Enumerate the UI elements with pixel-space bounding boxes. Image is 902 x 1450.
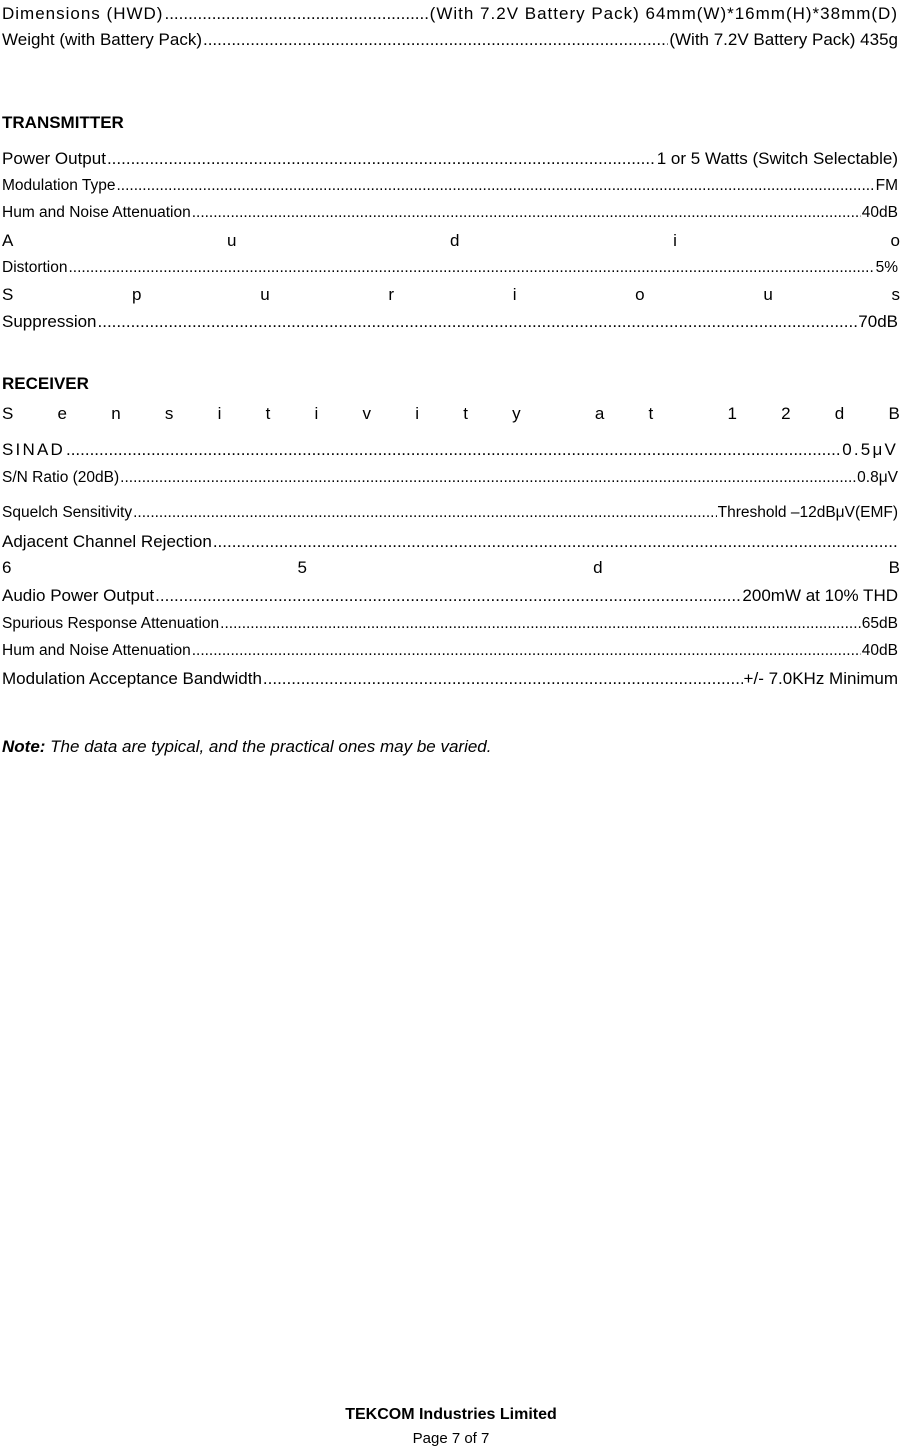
spread-letter: 2 <box>781 404 791 423</box>
spec-value: FM <box>875 177 898 194</box>
spec-value: (With 7.2V Battery Pack) 435g <box>669 30 898 49</box>
spec-value: 1 or 5 Watts (Switch Selectable) <box>656 149 898 168</box>
spread-letter: p <box>132 285 142 304</box>
spread-letter: y <box>512 404 521 423</box>
spec-row-hum-noise-rx <box>2 637 898 661</box>
note-label: Note: <box>2 737 46 756</box>
spec-row-power-output <box>2 145 898 169</box>
spread-letter: r <box>388 285 395 304</box>
spread-letter: s <box>891 285 900 304</box>
spec-row-hum-noise-tx <box>2 199 898 223</box>
spec-value: 5% <box>875 259 898 276</box>
leader-dots <box>133 503 717 523</box>
spec-label: SINAD <box>2 440 65 459</box>
leader-dots <box>213 532 897 552</box>
spec-row-weight <box>2 26 898 50</box>
transmitter-heading: TRANSMITTER <box>2 113 124 132</box>
spec-value: Threshold –12dBμV(EMF) <box>717 504 898 521</box>
leader-dots <box>203 30 668 50</box>
spread-letter: u <box>260 285 270 304</box>
spec-row-audio-power <box>2 582 898 606</box>
spread-line-adjacent-value <box>2 554 900 578</box>
leader-dots <box>220 614 861 634</box>
spread-letter: i <box>415 404 419 423</box>
spec-value: 0.5μV <box>842 440 898 459</box>
leader-dots <box>192 641 861 661</box>
note-text: The data are typical, and the practical ones may be varied. <box>45 737 492 756</box>
spec-row-dimensions <box>2 0 898 24</box>
spread-letter: e <box>57 404 68 423</box>
spread-letter: d <box>834 404 845 423</box>
leader-dots <box>164 4 428 24</box>
spec-label: Distortion <box>2 259 68 276</box>
leader-dots <box>66 440 841 460</box>
spec-label: Weight (with Battery Pack) <box>2 30 202 49</box>
spread-letter: 1 <box>727 404 737 423</box>
spread-letter: n <box>111 404 121 423</box>
spec-value: 0.8μV <box>857 469 898 486</box>
leader-dots <box>263 669 743 689</box>
spread-letter: t <box>463 404 468 423</box>
spread-letter: B <box>888 558 900 577</box>
leader-dots <box>98 312 858 332</box>
spread-letter: i <box>314 404 319 423</box>
spec-label: Dimensions (HWD) <box>2 4 164 23</box>
spec-row-sinad <box>2 436 898 460</box>
spec-label: Suppression <box>2 312 97 331</box>
spec-label: Modulation Type <box>2 177 116 194</box>
leader-dots <box>120 468 856 488</box>
spread-letter: d <box>450 231 460 250</box>
spread-letter: o <box>890 231 900 250</box>
spread-letter: s <box>164 404 174 423</box>
spec-row-distortion <box>2 254 898 278</box>
spread-letter: u <box>226 231 237 250</box>
spec-row-modulation-bandwidth <box>2 665 898 689</box>
spec-label: Power Output <box>2 149 106 168</box>
spec-label: S/N Ratio (20dB) <box>2 469 120 486</box>
spec-label: Modulation Acceptance Bandwidth <box>2 669 262 688</box>
spread-letter: t <box>648 404 654 423</box>
spec-row-spurious-response <box>2 610 898 634</box>
spread-letter: v <box>362 404 371 423</box>
spread-letter: i <box>512 285 517 304</box>
leader-dots <box>107 149 656 169</box>
footer-company: TEKCOM Industries Limited <box>345 1406 557 1423</box>
spec-value: +/- 7.0KHz Minimum <box>743 669 898 688</box>
spec-row-sn-ratio <box>2 464 898 488</box>
leader-dots <box>192 203 861 223</box>
spec-label: Hum and Noise Attenuation <box>2 642 191 659</box>
note-paragraph <box>2 737 491 757</box>
spec-label: Hum and Noise Attenuation <box>2 204 191 221</box>
spread-letter: S <box>2 404 14 423</box>
spread-letter: a <box>594 404 605 423</box>
spec-value: 70dB <box>858 312 898 331</box>
spec-value: 40dB <box>861 642 898 659</box>
spread-letter: 5 <box>297 558 308 577</box>
spread-letter: B <box>888 404 900 423</box>
spec-label: Adjacent Channel Rejection <box>2 532 212 551</box>
spec-row-modulation-type <box>2 172 898 196</box>
spread-letter: t <box>265 404 271 423</box>
spec-row-suppression <box>2 308 898 332</box>
leader-dots <box>155 586 741 606</box>
spec-label: Squelch Sensitivity <box>2 504 133 521</box>
spec-row-adjacent-channel <box>2 528 898 552</box>
receiver-heading: RECEIVER <box>2 374 89 393</box>
spec-value: 40dB <box>861 204 898 221</box>
spread-letter: o <box>635 285 645 304</box>
spread-letter: A <box>2 231 14 250</box>
spread-letter: S <box>2 285 14 304</box>
spec-row-squelch <box>2 499 898 523</box>
footer-page-number: Page 7 of 7 <box>412 1430 490 1447</box>
spec-value: (With 7.2V Battery Pack) 64mm(W)*16mm(H)*38mm(D) <box>429 4 898 23</box>
spread-line-audio <box>2 227 900 251</box>
spread-letter: u <box>763 285 773 304</box>
spread-letter: d <box>593 558 603 577</box>
leader-dots <box>116 176 874 196</box>
spread-letter: i <box>673 231 677 250</box>
spread-line-spurious <box>2 281 900 305</box>
spec-label: Spurious Response Attenuation <box>2 615 220 632</box>
spec-label: Audio Power Output <box>2 586 155 605</box>
spec-value: 65dB <box>861 615 898 632</box>
spec-value: 200mW at 10% THD <box>742 586 898 605</box>
spread-letter: i <box>217 404 222 423</box>
leader-dots <box>68 258 874 278</box>
spread-letter: 6 <box>2 558 12 577</box>
spread-line-sensitivity <box>2 400 900 424</box>
